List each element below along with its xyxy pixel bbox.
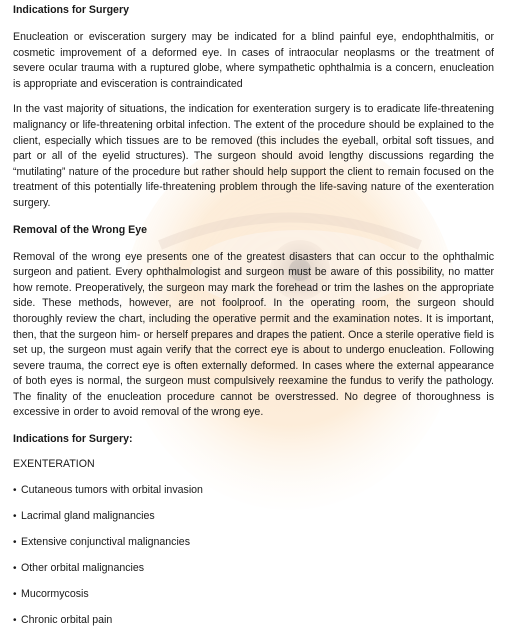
list-item-text: Cutaneous tumors with orbital invasion <box>21 483 203 496</box>
section-heading-indications: Indications for Surgery <box>13 4 129 16</box>
list-item <box>13 613 494 629</box>
section-heading-indications-list: Indications for Surgery: <box>13 433 133 446</box>
list-item <box>13 509 494 525</box>
bullet-icon: • <box>13 484 17 496</box>
list-item <box>13 535 494 551</box>
list-item <box>13 483 494 499</box>
paragraph-exenteration: In the vast majority of situations, the indication for exenteration surgery is to eradicate life-threatening malignancy or life-threatening orbital infection. The extent of the procedure should be explained to the client, especially which tissues are to be removed (this includes the eyeball, orbital soft tissues, and part or all of the eyelid structures). The surgeon should avoid lengthy discussions regarding the “mutilating” nature of the procedure but rather should help support the client to remain focused on the treatment of this potentially life-threatening problem through the life-saving nature of the exenteration surgery. <box>13 103 494 209</box>
list-item <box>13 561 494 577</box>
subheading-exenteration: EXENTERATION <box>13 458 95 471</box>
section-heading-wrong-eye: Removal of the Wrong Eye <box>13 223 148 236</box>
paragraph-wrong-eye: Removal of the wrong eye presents one of the greatest disasters that can occur to the ophthalmic surgeon and patient. Every ophthalmologist and surgeon must be aware of this possibility, no matter how remote. Preoperatively, the surgeon may mark the forehead or trim the lashes on the appropriate side. These methods, however, are not foolproof. In the operating room, the surgeon should thoroughly review the chart, including the operative permit and the examination notes. It is important, then, that the surgeon him- or herself prepares and drapes the patient. Once a sterile operative field is set up, the surgeon must again verify that the correct eye is about to undergo enucleation. Following severe trauma, the correct eye is often externally deformed. In cases where the external appearance of both eyes is normal, the surgeon must compulsively reexamine the fundus to verify the pathology. The finality of the enucleation procedure cannot be overstressed. No degree of thoroughness is excessive in order to avoid removal of the wrong eye. <box>13 250 494 419</box>
bullet-icon: • <box>13 536 17 548</box>
list-item-text: Other orbital malignancies <box>21 561 145 574</box>
list-item-text: Mucormycosis <box>21 587 89 600</box>
document-content <box>13 2 494 639</box>
bullet-icon: • <box>13 614 17 626</box>
bullet-icon: • <box>13 562 17 574</box>
list-item <box>13 587 494 603</box>
indication-list <box>13 483 494 629</box>
paragraph-enucleation: Enucleation or evisceration surgery may be indicated for a blind painful eye, endophthalmitis, or cosmetic improvement of a deformed eye. In cases of intraocular neoplasms or the treatment of severe ocular trauma with a ruptured globe, where sympathetic ophthalmia is a concern, enucleation is appropriate and evisceration is contraindicated <box>13 31 494 90</box>
bullet-icon: • <box>13 510 17 522</box>
list-item-text: Lacrimal gland malignancies <box>21 509 155 522</box>
list-item-text: Extensive conjunctival malignancies <box>21 535 190 548</box>
list-item-text: Chronic orbital pain <box>21 613 113 626</box>
bullet-icon: • <box>13 588 17 600</box>
